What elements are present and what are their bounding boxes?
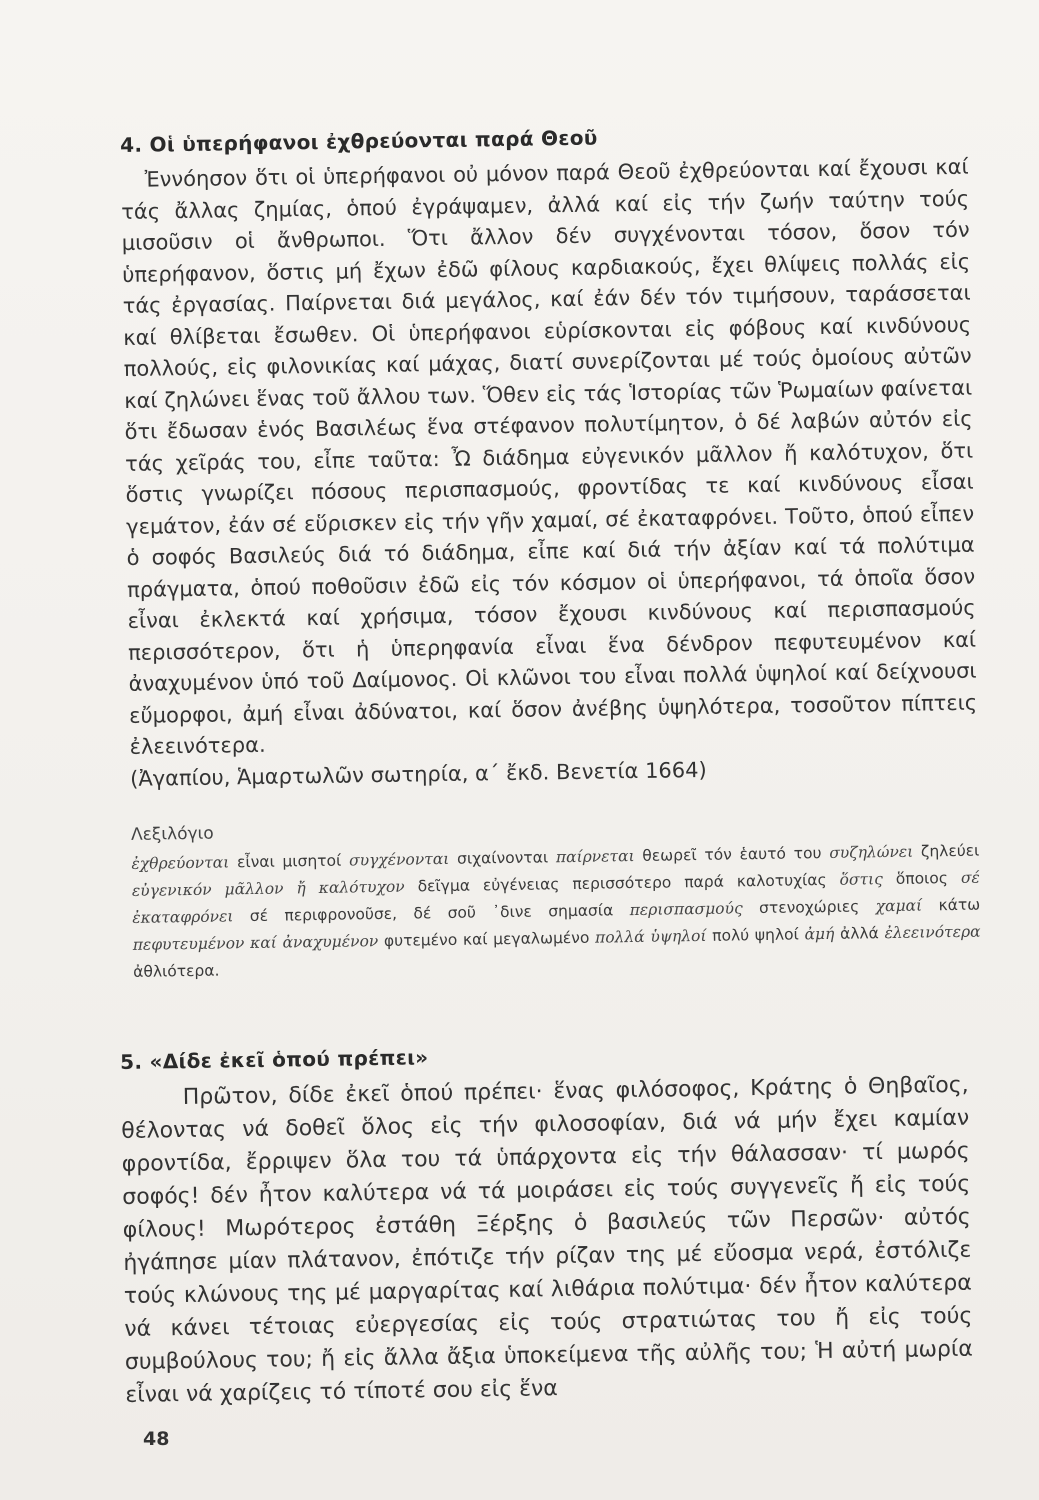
glossary-def: στενοχώριες — [758, 897, 860, 918]
glossary-def: σέ περιφρονοῦσε, δέ σοῦ ᾽δινε σημασία — [249, 901, 614, 926]
glossary-term: συζηλώνει — [829, 842, 914, 862]
citation: (Ἀγαπίου, Ἁμαρτωλῶν σωτηρία, α΄ ἔκδ. Βενετία 1664) — [129, 757, 707, 791]
glossary — [131, 838, 981, 986]
glossary-def: θεωρεῖ τόν ἑαυτό του — [642, 844, 822, 865]
glossary-term: ἐλεεινότερα — [884, 922, 981, 943]
glossary-def: δεῖγμα εὐγένειας περισσότερο παρά καλοτυχίας — [417, 870, 827, 896]
glossary-def: σιχαίνονται — [456, 848, 549, 868]
glossary-term: σέ ἐκαταφρόνει — [132, 868, 980, 927]
page-number: 48 — [143, 1428, 170, 1450]
glossary-def: ἀλλά — [839, 924, 879, 943]
glossary-term: συγχένονται — [348, 849, 450, 870]
glossary-def: ὅποιος — [895, 869, 949, 888]
section-4-heading: 4. Οἱ ὑπερήφανοι ἐχθρεύονται παρά Θεοῦ — [120, 125, 598, 157]
glossary-term: χαμαί — [875, 896, 923, 916]
glossary-term: παίρνεται — [555, 847, 635, 867]
glossary-term: περισπασμούς — [629, 899, 743, 920]
glossary-term: ὅστις — [839, 870, 883, 889]
glossary-def: εἶναι μισητοί — [236, 851, 342, 872]
glossary-term: εὐγενικόν μᾶλλον ἤ καλότυχον — [131, 877, 405, 900]
glossary-def: ζηλεύει — [920, 841, 980, 861]
lexicon-title: Λεξιλόγιο — [130, 823, 214, 845]
section-5-body: Πρῶτον, δίδε ἐκεῖ ὁπού πρέπει· ἕνας φιλόσοφος, Κράτης ὁ Θηβαῖος, θέλοντας νά δοθεῖ ὅλος εἰς τήν φιλοσοφίαν, διά νά μήν ἔχει καμίαν φροντίδα, ἔρριψεν ὅλα του τά ὑπάρχοντα εἰς τήν θάλασσαν· τί μωρός σοφός! δέν ἦτον καλύτερα νά τά μοιράσει εἰς τούς συγγενεῖς ἤ εἰς τούς φίλους! Μωρότερος ἐστάθη Ξέρξης ὁ βασιλεύς τῶν Περσῶν· αὐτός ἠγάπησε μίαν πλάτανον, ἐπότιζε τήν ρίζαν της μέ εὔοσμα νερά, ἐστόλιζε τούς κλώνους της μέ μαργαρίτας καί λιθάρια πολύτιμα· δέν ἦτον καλύτερα νά κάνει τέτοιας εὐεργεσίας εἰς τούς στρατιώτας του ἤ εἰς τούς συμβούλους του; ἤ εἰς ἄλλα ἄξια ὑποκείμενα τῆς αὐλῆς του; Ἡ αὐτή μωρία εἶναι νά χαρίζεις τό τίποτέ σου εἰς ἕνα — [121, 1072, 974, 1408]
glossary-def: κάτω — [938, 895, 981, 915]
glossary-term: πεφυτευμένον καί ἀναχυμένον — [132, 932, 379, 954]
glossary-def: φυτεμένο καί μεγαλωμένο — [383, 928, 590, 950]
glossary-def: ἀθλιότερα. — [133, 961, 220, 981]
glossary-term: ἐχθρεύονται — [131, 853, 230, 873]
glossary-def: πολύ ψηλοί — [712, 925, 799, 945]
section-4-body: Ἐννόησον ὅτι οἱ ὑπερήφανοι οὐ μόνον παρά Θεοῦ ἐχθρεύονται καί ἔχουσι καί τάς ἄλλας ζημίας, ὁπού ἐγράψαμεν, ἀλλά καί εἰς τήν ζωήν ταύτην τούς μισοῦσιν οἱ ἄνθρωποι. Ὅτι ἄλλον δέν συγχένονται τόσον, ὅσον τόν ὑπερήφανον, ὅστις μή ἔχων ἐδῶ φίλους καρδιακούς, ἔχει θλίψεις πολλάς εἰς τάς ἐργασίας. Παίρνεται διά μεγάλος, καί ἐάν δέν τόν τιμήσουν, ταράσσεται καί θλίβεται ἔσωθεν. Οἱ ὑπερήφανοι εὑρίσκονται εἰς φόβους καί κινδύνους πολλούς, εἰς φιλονικίας καί μάχας, διατί συνερίζονται μέ τούς ὁμοίους αὐτῶν καί ζηλώνει ἕνας τοῦ ἄλλου των. Ὅθεν εἰς τάς Ἱστορίας τῶν Ῥωμαίων φαίνεται ὅτι ἔδωσαν ἑνός Βασιλέως ἕνα στέφανον πολυτίμητον, ὁ δέ λαβών αὐτόν εἰς τάς χεῖράς του, εἶπε ταῦτα: Ὦ διάδημα εὐγενικόν μᾶλλον ἤ καλότυχον, ὅτι ὅστις γνωρίζει πόσους περισπασμούς, φροντίδας τε καί κινδύνους εἶσαι γεμάτον, ἐάν σέ εὕρισκεν εἰς τήν γῆν χαμαί, σέ ἐκαταφρόνει. Τοῦτο, ὁπού εἶπεν ὁ σοφός Βασιλεύς διά τό διάδημα, εἶπε καί διά τήν ἀξίαν καί τά πολύτιμα πράγματα, ὁπού ποθοῦσιν ἐδῶ εἰς τόν κόσμον οἱ ὑπερήφανοι, τά ὁποῖα ὅσον εἶναι ἐκλεκτά καί χρήσιμα, τόσον ἔχουσι κινδύνους καί περισπασμούς περισσότερον, ὅτι ἡ ὑπερηφανία εἶναι ἕνα δένδρον πεφυτευμένον καί ἀναχυμένον ὑπό τοῦ Δαίμονος. Οἱ κλῶνοι του εἶναι πολλά ὑψηλοί καί δείχνουσι εὔμορφοι, ἀμή εἶναι ἀδύνατοι, καί ὅσον ἀνέβης ὑψηλότερα, τοσοῦτον πίπτεις ἐλεεινότερα. — [121, 154, 978, 759]
section-4 — [120, 120, 981, 986]
glossary-term: ἀμή — [804, 924, 835, 944]
section-5 — [120, 1037, 974, 1412]
section-5-heading: 5. «Δίδε ἐκεῖ ὁπού πρέπει» — [120, 1045, 429, 1074]
glossary-term: πολλά ὑψηλοί — [594, 926, 707, 947]
